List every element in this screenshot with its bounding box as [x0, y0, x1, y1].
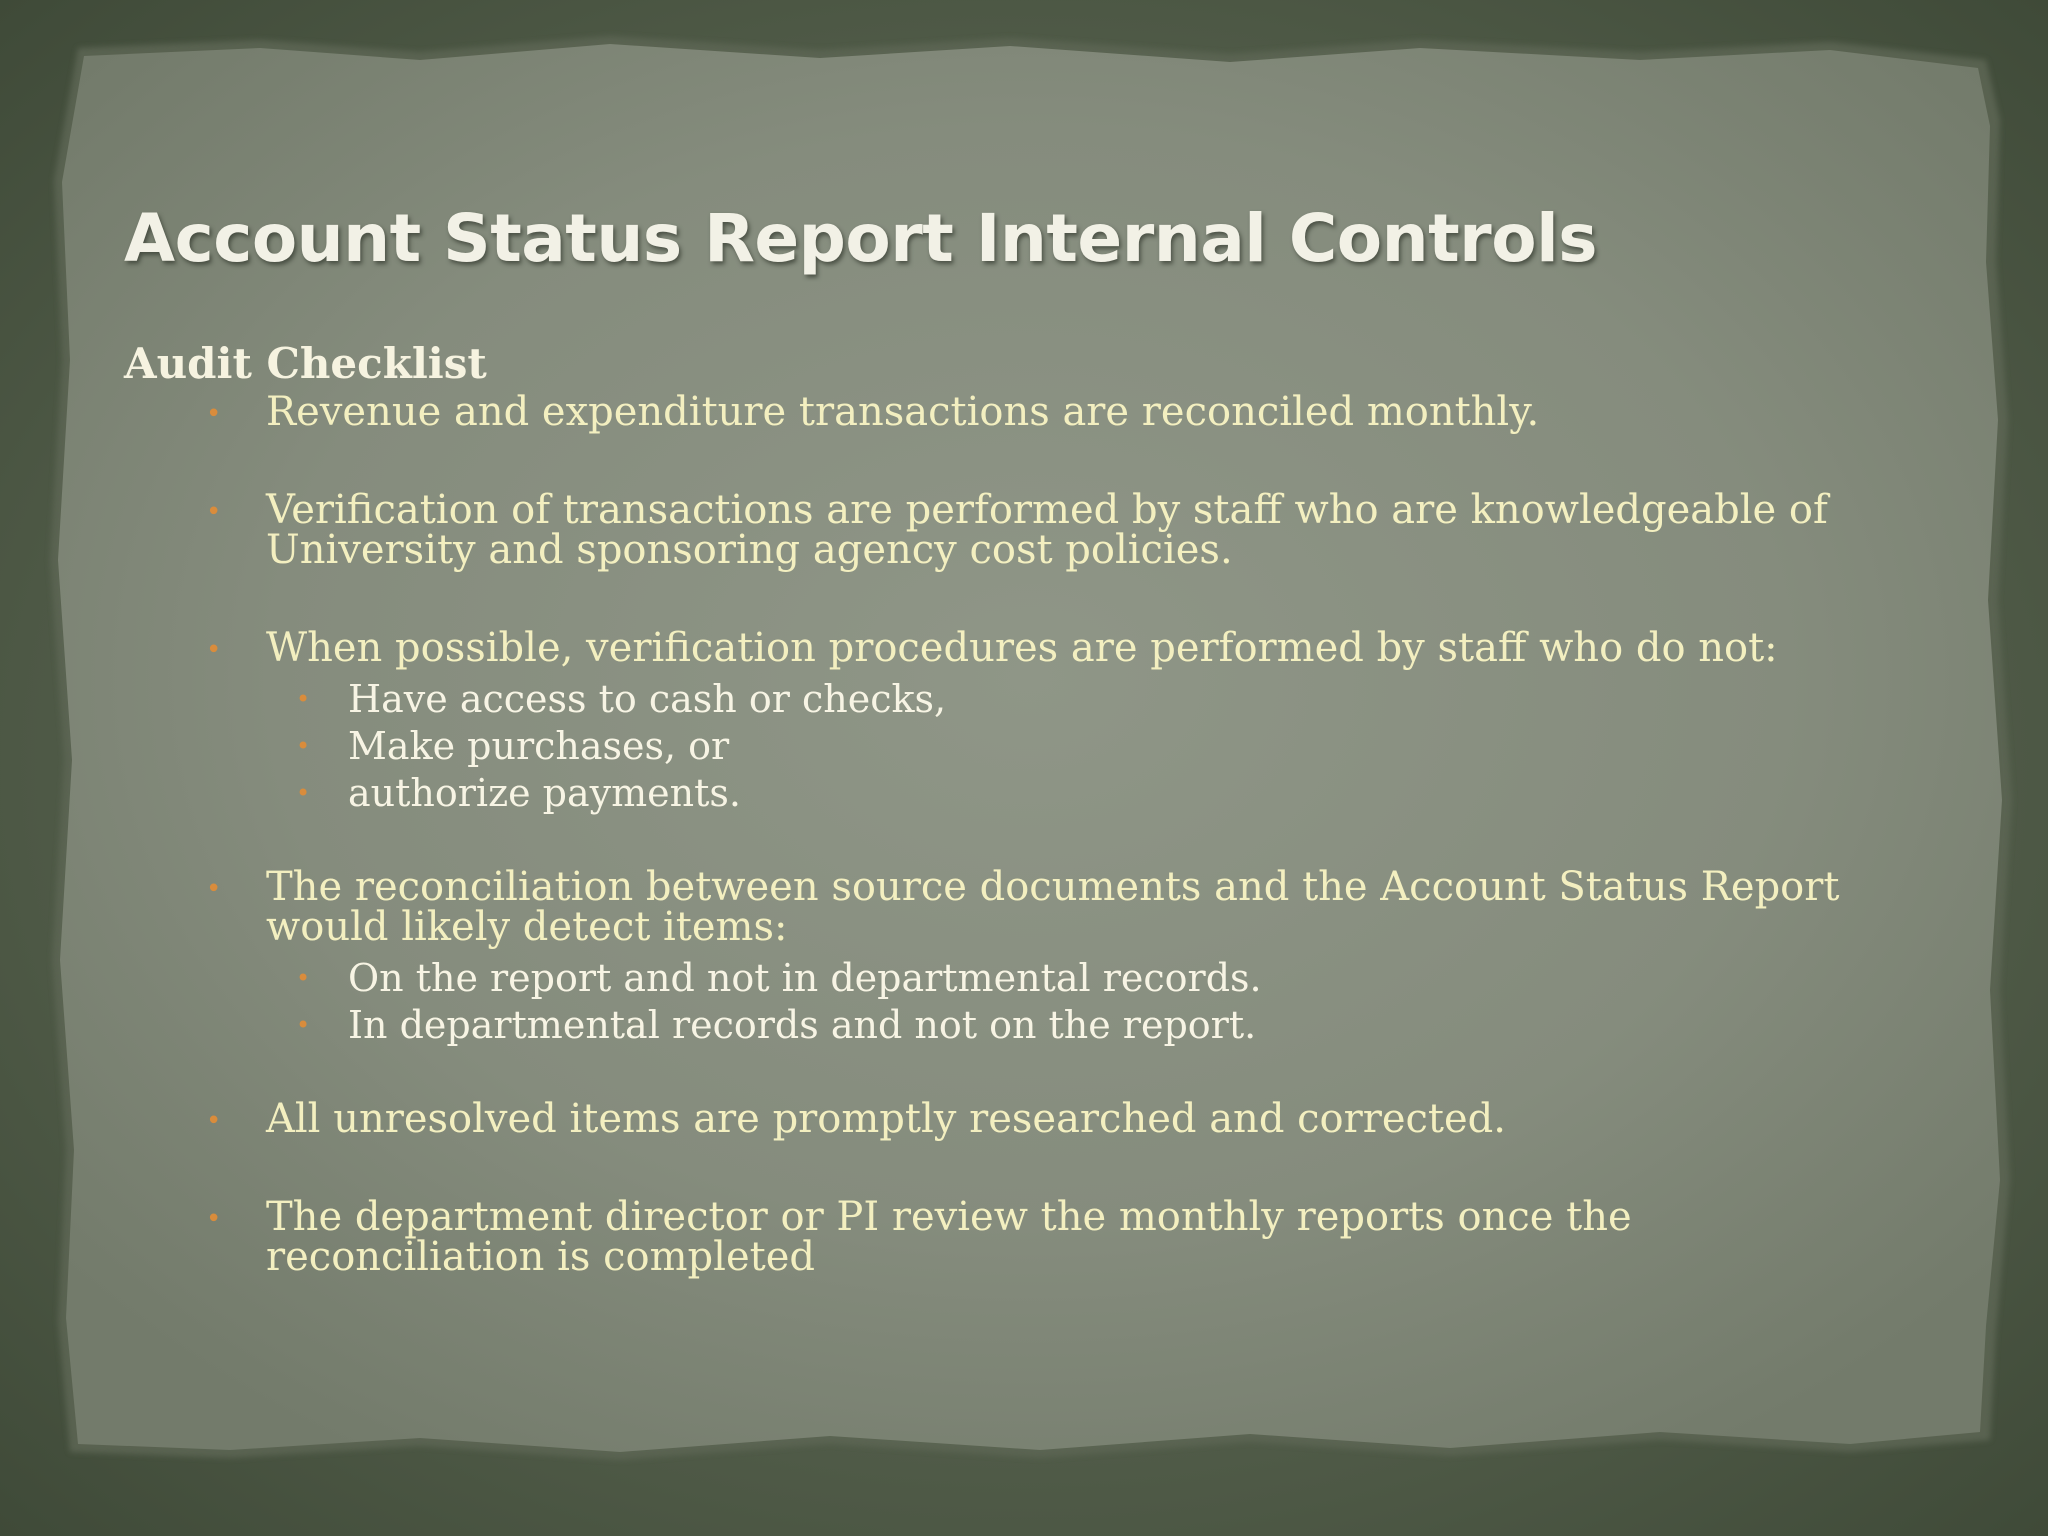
checklist-item — [124, 625, 1884, 817]
bullet-icon: • — [296, 779, 311, 807]
checklist-item-text: Revenue and expenditure transactions are reconciled monthly. — [266, 389, 1540, 435]
slide-title: Account Status Report Internal Controls — [124, 200, 1597, 277]
bullet-icon: • — [206, 874, 222, 904]
bullet-icon: • — [206, 399, 222, 429]
sub-checklist-item-text: Make purchases, or — [348, 724, 730, 768]
checklist-item-text: Verification of transactions are performed by staff who are knowledgeable of University and sponsoring agency cost policies. — [266, 487, 1828, 573]
section-heading: Audit Checklist — [124, 339, 487, 388]
checklist-item-text: When possible, verification procedures are performed by staff who do not: — [266, 625, 1778, 671]
bullet-icon: • — [206, 635, 222, 665]
sub-checklist — [266, 955, 1884, 1049]
sub-checklist-item-text: On the report and not in departmental records. — [348, 956, 1262, 1000]
bullet-icon: • — [206, 1106, 222, 1136]
sub-checklist-item — [266, 1002, 1884, 1049]
checklist — [124, 389, 1884, 1280]
sub-checklist-item — [266, 955, 1884, 1002]
bullet-icon: • — [296, 1011, 311, 1039]
checklist-item-text: The reconciliation between source documents and the Account Status Report would likely detect items: — [266, 864, 1840, 950]
slide-content — [124, 340, 1884, 1335]
checklist-item — [124, 487, 1884, 573]
checklist-item — [124, 389, 1884, 435]
checklist-item-text: All unresolved items are promptly researched and corrected. — [266, 1096, 1506, 1142]
checklist-item — [124, 1194, 1884, 1280]
bullet-icon: • — [296, 964, 311, 992]
sub-checklist-item — [266, 676, 1884, 723]
sub-checklist-item-text: Have access to cash or checks, — [348, 677, 947, 721]
sub-checklist-item-text: authorize payments. — [348, 771, 741, 815]
bullet-icon: • — [206, 497, 222, 527]
sub-checklist — [266, 676, 1884, 817]
checklist-item — [124, 864, 1884, 1049]
sub-checklist-item — [266, 770, 1884, 817]
bullet-icon: • — [206, 1204, 222, 1234]
bullet-icon: • — [296, 732, 311, 760]
sub-checklist-item — [266, 723, 1884, 770]
bullet-icon: • — [296, 685, 311, 713]
checklist-item — [124, 1096, 1884, 1142]
sub-checklist-item-text: In departmental records and not on the report. — [348, 1003, 1257, 1047]
checklist-item-text: The department director or PI review the monthly reports once the reconciliation is completed — [266, 1194, 1632, 1280]
